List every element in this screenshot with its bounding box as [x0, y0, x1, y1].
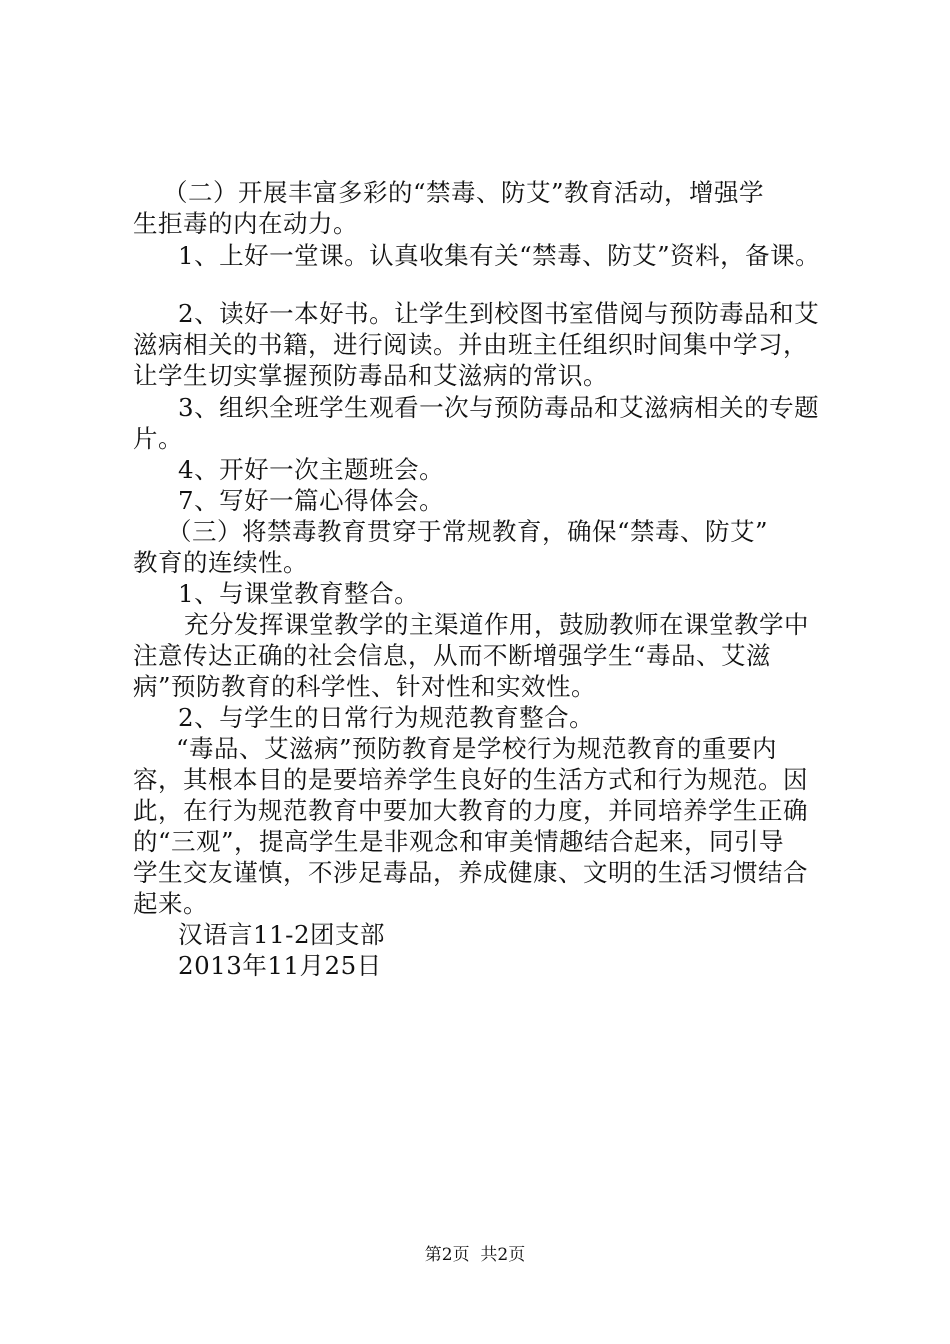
paragraph-line: 3、组织全班学生观看一次与预防毒品和艾滋病相关的专题 — [178, 393, 820, 422]
paragraph-line: 的“三观”，提高学生是非观念和审美情趣结合起来，同引导 — [133, 827, 785, 856]
paragraph-line: 4、开好一次主题班会。 — [178, 455, 445, 484]
paragraph-line: 片。 — [133, 424, 183, 453]
paragraph-line: 2、读好一本好书。让学生到校图书室借阅与预防毒品和艾 — [178, 299, 820, 328]
paragraph-line: 病”预防教育的科学性、针对性和实效性。 — [133, 672, 597, 701]
paragraph-line: 充分发挥课堂教学的主渠道作用，鼓励教师在课堂教学中 — [184, 610, 809, 639]
paragraph-line: （二）开展丰富多彩的“禁毒、防艾”教育活动，增强学 — [163, 178, 765, 207]
paragraph-line: 滋病相关的书籍，进行阅读。并由班主任组织时间集中学习， — [133, 330, 808, 359]
paragraph-line: 2、与学生的日常行为规范教育整合。 — [178, 703, 595, 732]
paragraph-line: 学生交友谨慎，不涉足毒品，养成健康、文明的生活习惯结合 — [133, 858, 808, 887]
paragraph-line: 1、与课堂教育整合。 — [178, 579, 420, 608]
paragraph-line: 7、写好一篇心得体会。 — [178, 486, 445, 515]
paragraph-line: 容，其根本目的是要培养学生良好的生活方式和行为规范。因 — [133, 765, 808, 794]
paragraph-line: 注意传达正确的社会信息，从而不断增强学生“毒品、艾滋 — [133, 641, 772, 670]
paragraph-line: 1、上好一堂课。认真收集有关“禁毒、防艾”资料，备课。 — [178, 241, 821, 270]
signature-date: 2013年11月25日 — [178, 951, 382, 980]
paragraph-line: （三）将禁毒教育贯穿于常规教育，确保“禁毒、防艾” — [167, 517, 769, 546]
paragraph-line: 生拒毒的内在动力。 — [133, 209, 358, 238]
paragraph-line: 此，在行为规范教育中要加大教育的力度，并同培养学生正确 — [133, 796, 808, 825]
paragraph-line: “毒品、艾滋病”预防教育是学校行为规范教育的重要内 — [176, 734, 778, 763]
page-footer: 第2页 共2页 — [424, 1245, 526, 1265]
paragraph-line: 教育的连续性。 — [133, 548, 308, 577]
signature-organization: 汉语言11-2团支部 — [178, 920, 386, 949]
paragraph-line: 让学生切实掌握预防毒品和艾滋病的常识。 — [133, 361, 608, 390]
paragraph-line: 起来。 — [133, 889, 208, 918]
